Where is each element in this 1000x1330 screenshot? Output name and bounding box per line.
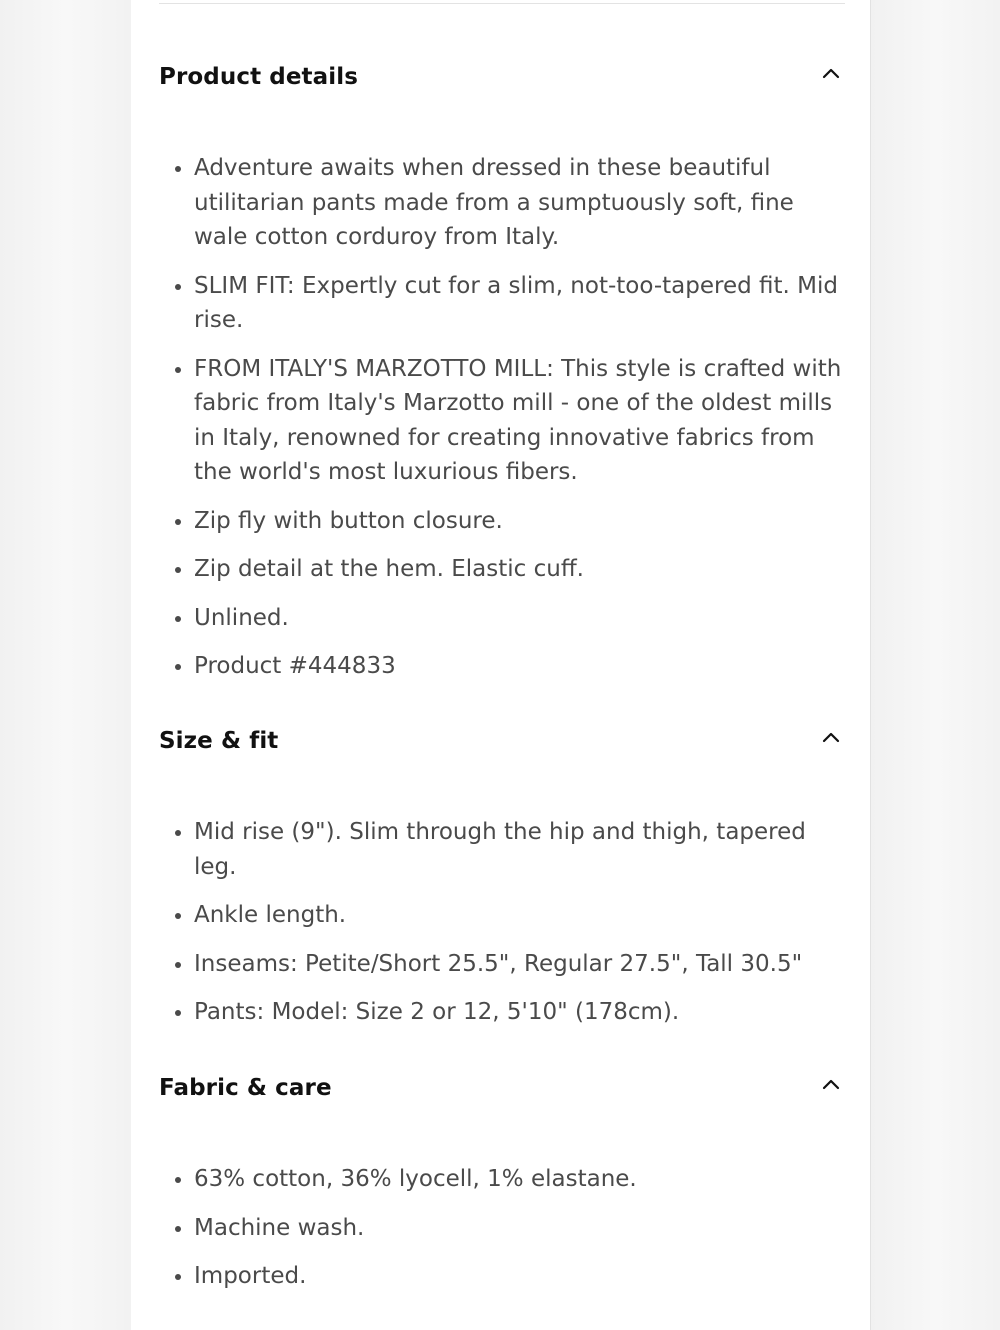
fabric-care-list (159, 1162, 845, 1308)
list-item: Imported. (159, 1259, 845, 1294)
section-size-fit (159, 722, 845, 1025)
chevron-up-icon[interactable] (819, 1073, 843, 1097)
right-backdrop (871, 0, 1000, 1330)
list-item: Adventure awaits when dressed in these beautiful utilitarian pants made from a sumptuously soft, fine wale cotton corduroy from Italy. (159, 151, 845, 255)
chevron-up-icon[interactable] (819, 726, 843, 750)
size-fit-header[interactable] (159, 722, 845, 762)
list-item: Zip fly with button closure. (159, 504, 845, 539)
size-fit-list (159, 815, 845, 1044)
fabric-care-title: Fabric & care (159, 1075, 332, 1101)
list-item: FROM ITALY'S MARZOTTO MILL: This style is crafted with fabric from Italy's Marzotto mill - one of the oldest mills in Italy, renowned for creating innovative fabrics from the world's most luxurious fibers. (159, 352, 845, 490)
divider (159, 3, 845, 4)
chevron-up-icon[interactable] (819, 62, 843, 86)
list-item: Mid rise (9"). Slim through the hip and thigh, tapered leg. (159, 815, 845, 884)
section-fabric-care (159, 1069, 845, 1289)
section-product-details (159, 58, 845, 679)
product-details-title: Product details (159, 64, 359, 90)
size-fit-title: Size & fit (159, 728, 279, 754)
product-info-panel (131, 0, 871, 1330)
list-item: Zip detail at the hem. Elastic cuff. (159, 552, 845, 587)
list-item: 63% cotton, 36% lyocell, 1% elastane. (159, 1162, 845, 1197)
list-item: Inseams: Petite/Short 25.5", Regular 27.5", Tall 30.5" (159, 947, 845, 982)
product-details-list (159, 151, 845, 698)
list-item: SLIM FIT: Expertly cut for a slim, not-too-tapered fit. Mid rise. (159, 269, 845, 338)
list-item: Unlined. (159, 601, 845, 636)
fabric-care-header[interactable] (159, 1069, 845, 1109)
list-item: Pants: Model: Size 2 or 12, 5'10" (178cm). (159, 995, 845, 1030)
list-item: Product #444833 (159, 649, 845, 684)
list-item: Machine wash. (159, 1211, 845, 1246)
product-details-header[interactable] (159, 58, 845, 98)
left-backdrop (0, 0, 131, 1330)
list-item: Ankle length. (159, 898, 845, 933)
